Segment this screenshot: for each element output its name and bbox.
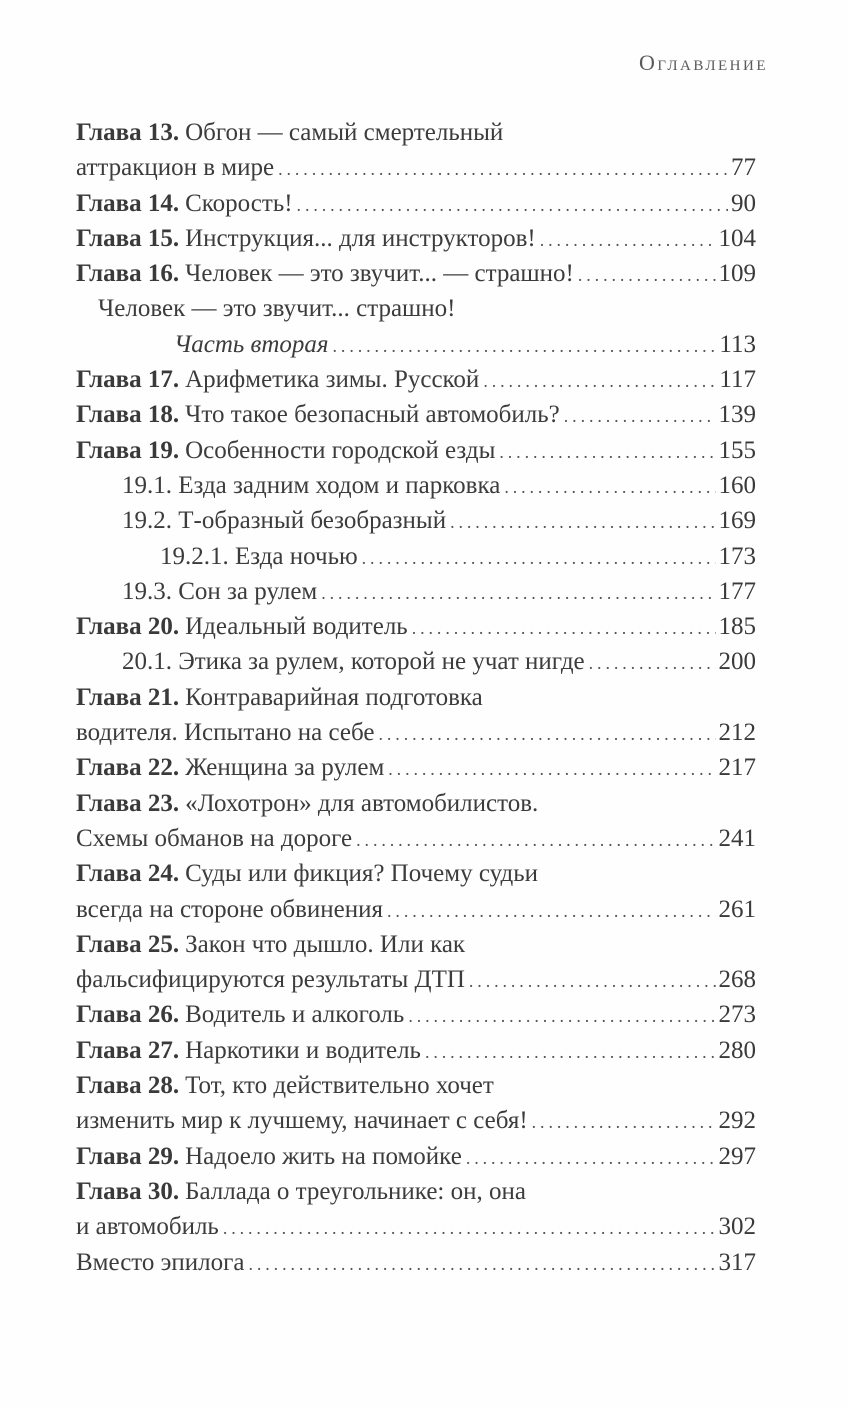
page-number: 292 [718,1107,756,1135]
chapter-label: Глава 18. [76,401,180,429]
toc-entry[interactable] [76,750,756,785]
entry-title: Особенности городской езды [185,436,496,464]
chapter-label: Глава 16. [76,260,180,288]
toc-entry[interactable] [76,1245,756,1280]
entry-title: Суды или фикция? Почему судьи [185,860,539,888]
page-number: 185 [718,613,756,641]
page-number: 139 [718,401,756,429]
dot-leader [564,399,716,432]
entry-title: Схемы обманов на дороге [76,824,353,852]
toc-entry[interactable] [76,362,756,397]
toc-entry[interactable] [76,397,756,432]
entry-title: 19.2.1. Езда ночью [160,542,358,570]
entry-title: 20.1. Этика за рулем, которой не учат нигде [122,648,585,676]
toc-entry[interactable] [76,115,756,150]
entry-title: аттракцион в мире [76,154,275,182]
toc-entry[interactable] [76,539,756,574]
toc-entry[interactable] [76,715,756,750]
chapter-label: Глава 21. [76,683,180,711]
dot-leader [223,1211,716,1244]
dot-leader [321,576,715,609]
entry-title: Обгон — самый смертельный [185,119,504,146]
toc-entry[interactable] [76,1068,756,1103]
toc-entry[interactable] [76,821,756,856]
page-number: 117 [719,366,756,394]
dot-leader [483,364,716,397]
entry-title: Контраварийная подготовка [185,683,483,711]
entry-title: Инструкция... для инструкторов! [185,224,536,252]
dot-leader [578,258,716,291]
dot-leader [408,999,715,1032]
toc-entry[interactable] [76,997,756,1032]
toc-entry[interactable] [76,503,756,538]
chapter-label: Глава 17. [76,366,180,394]
dot-leader [532,1105,716,1138]
dot-leader [362,541,716,574]
toc-entry[interactable] [76,221,756,256]
entry-title: фальсифицируются результаты ДТП [76,966,465,994]
toc-entry[interactable] [76,186,756,221]
chapter-label: Глава 27. [76,1036,180,1064]
entry-title: 19.2. Т-образный безобразный [122,507,447,535]
toc-entry[interactable] [76,1209,756,1244]
page-number: 302 [718,1213,756,1241]
chapter-label: Глава 15. [76,224,180,252]
chapter-label: Глава 23. [76,789,180,817]
entry-title: 19.3. Сон за рулем [122,577,318,605]
dot-leader [504,470,715,503]
chapter-label: Глава 19. [76,436,180,464]
toc-entry[interactable] [76,680,756,715]
dot-leader [388,752,715,785]
page-number: 317 [718,1248,756,1276]
toc-entry[interactable] [76,786,756,821]
page-number: 212 [718,719,756,747]
entry-title: всегда на стороне обвинения [76,895,384,923]
page-number: 273 [718,1001,756,1029]
entry-title: Женщина за рулем [185,754,385,782]
chapter-label: Глава 24. [76,860,180,888]
toc-entry[interactable] [76,150,756,185]
entry-title: Водитель и алкоголь [185,1001,405,1029]
dot-leader [248,1247,715,1280]
table-of-contents [76,115,756,1280]
dot-leader [450,505,715,538]
chapter-label: Глава 26. [76,1001,180,1029]
page-number: 90 [731,189,756,217]
dot-leader [589,646,716,679]
dot-leader [412,611,716,644]
entry-title: Тот, кто действительно хочет [185,1072,494,1100]
chapter-label: Глава 20. [76,613,180,641]
dot-leader [356,823,715,856]
toc-entry[interactable] [76,1103,756,1138]
toc-entry[interactable] [76,433,756,468]
entry-title: Идеальный водитель [185,613,408,641]
toc-entry[interactable] [76,1139,756,1174]
page-number: 241 [718,824,756,852]
dot-leader [379,717,716,750]
page-number: 177 [718,577,756,605]
entry-title: Что такое безопасный автомобиль? [185,401,560,429]
toc-entry[interactable] [76,892,756,927]
page-number: 297 [718,1142,756,1170]
dot-leader [387,894,715,927]
page-number: 109 [718,260,756,288]
dot-leader [278,152,728,185]
page-number: 217 [718,754,756,782]
entry-title: Закон что дышло. Или как [185,930,466,958]
page-number: 113 [719,330,756,358]
entry-title: и автомобиль [76,1213,219,1241]
chapter-label: Глава 22. [76,754,180,782]
page-number: 200 [718,648,756,676]
toc-entry[interactable] [76,856,756,891]
toc-entry[interactable] [76,1033,756,1068]
toc-entry[interactable] [76,1174,756,1209]
dot-leader [425,1035,716,1068]
page-number: 169 [718,507,756,535]
entry-title: Скорость! [185,189,293,217]
page-number: 261 [718,895,756,923]
entry-title: «Лохотрон» для автомобилистов. [185,789,539,817]
entry-title: 19.1. Езда задним ходом и парковка [122,471,501,499]
entry-title: Надоело жить на помойке [185,1142,462,1170]
chapter-label: Глава 14. [76,189,180,217]
toc-entry[interactable] [76,327,756,362]
dot-leader [466,1141,716,1174]
chapter-label: Глава 29. [76,1142,180,1170]
entry-title: Наркотики и водитель [185,1036,421,1064]
dot-leader [469,964,716,997]
toc-entry[interactable] [76,574,756,609]
chapter-label: Глава 28. [76,1072,180,1100]
chapter-label: Глава 25. [76,930,180,958]
dot-leader [333,329,717,362]
page-number: 268 [718,966,756,994]
chapter-label: Глава 13. [76,119,180,146]
dot-leader [297,188,728,221]
page-number: 280 [718,1036,756,1064]
entry-title: Баллада о треугольнике: он, она [185,1177,526,1205]
entry-title: изменить мир к лучшему, начинает с себя! [76,1107,528,1135]
page-number: 160 [718,471,756,499]
toc-entry[interactable] [76,468,756,503]
page-number: 173 [718,542,756,570]
dot-leader [499,435,715,468]
running-head: Оглавление [638,50,768,75]
chapter-label: Глава 30. [76,1177,180,1205]
dot-leader [540,223,716,256]
toc-entry[interactable] [76,644,756,679]
entry-title: Арифметика зимы. Русской [185,366,480,394]
entry-title: Вместо эпилога [76,1248,245,1276]
toc-entry[interactable] [76,927,756,962]
toc-entry[interactable] [76,256,756,291]
page-number: 77 [731,154,756,182]
toc-entry[interactable] [76,291,756,326]
entry-title: водителя. Испытано на себе [76,719,375,747]
entry-title: Человек — это звучит... — страшно! [185,260,574,288]
entry-title: Человек — это звучит... страшно! [98,295,456,323]
toc-entry[interactable] [76,609,756,644]
page-number: 104 [718,224,756,252]
entry-title: Часть вторая [174,330,329,358]
toc-entry[interactable] [76,962,756,997]
page-number: 155 [718,436,756,464]
